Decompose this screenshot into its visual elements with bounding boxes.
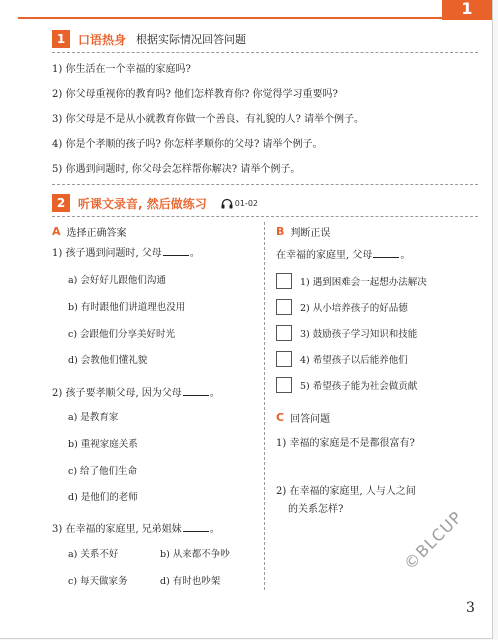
lead-text: 在幸福的家庭里, 父母 [276, 250, 373, 261]
question-text: 3) 在幸福的家庭里, 兄弟姐妹 [52, 524, 182, 535]
divider [52, 216, 478, 217]
choice-option[interactable]: c) 给了他们生命 [68, 466, 138, 477]
part-a-letter: A [52, 224, 61, 238]
choice-option[interactable]: a) 关系不好 [68, 549, 119, 560]
headphones-icon [221, 198, 233, 209]
watermark: ©BLCUP [400, 507, 467, 574]
part-c-title: 回答问题 [290, 413, 331, 425]
choice-option[interactable]: d) 会教他们懂礼貌 [68, 355, 148, 366]
question-text: 1) 孩子遇到问题时, 父母 [52, 248, 162, 259]
answer-checkbox[interactable] [276, 325, 292, 341]
choice-option[interactable]: b) 重视家庭关系 [68, 439, 138, 450]
choice-option[interactable]: a) 是教育家 [68, 412, 119, 423]
question-end: 。 [189, 248, 200, 259]
choice-question [52, 384, 220, 399]
choice-option[interactable]: a) 会好好儿跟他们沟通 [68, 275, 166, 286]
answer-checkbox[interactable] [276, 273, 292, 289]
open-question: 2) 在幸福的家庭里, 人与人之间 [276, 486, 416, 497]
section1-number: 1 [52, 30, 70, 48]
answer-checkbox[interactable] [276, 377, 292, 393]
divider [52, 52, 478, 53]
part-a-header [52, 222, 127, 240]
warmup-question: 5) 你遇到问题时, 你父母会怎样帮你解决? 请举个例子。 [52, 164, 301, 175]
statement-text: 2) 从小培养孩子的好品德 [300, 303, 408, 314]
part-c-header [276, 408, 330, 426]
statement-text: 4) 希望孩子以后能养他们 [300, 355, 408, 366]
part-b-header [276, 222, 330, 240]
choice-option[interactable]: c) 会跟他们分享美好时光 [68, 329, 176, 340]
choice-question [52, 244, 200, 259]
part-c-letter: C [276, 410, 285, 424]
section1-header [52, 28, 246, 50]
true-false-item [276, 273, 427, 289]
statement-text: 3) 鼓励孩子学习知识和技能 [300, 329, 418, 340]
statement-text: 1) 遇到困难会一起想办法解决 [300, 277, 427, 288]
choice-option[interactable]: d) 有时也吵架 [160, 576, 221, 587]
warmup-question: 4) 你是个孝顺的孩子吗? 你怎样孝顺你的父母? 请举个例子。 [52, 139, 323, 150]
choice-option[interactable]: b) 从来都不争吵 [160, 549, 230, 560]
top-rule [18, 17, 442, 19]
true-false-item [276, 377, 417, 393]
section1-subtitle: 根据实际情况回答问题 [136, 33, 247, 46]
answer-blank[interactable] [183, 521, 209, 532]
section2-title: 听课文录音, 然后做练习 [78, 196, 207, 211]
warmup-question: 1) 你生活在一个幸福的家庭吗? [52, 64, 191, 75]
section2-number: 2 [52, 194, 70, 212]
page-tab: 1 [442, 0, 492, 20]
audio-code: 01-02 [234, 198, 258, 208]
choice-option[interactable]: d) 是他们的老师 [68, 492, 138, 503]
page-number: 3 [466, 600, 475, 616]
choice-option[interactable]: b) 有时跟他们讲道理也没用 [68, 302, 186, 313]
question-end: 。 [209, 524, 220, 535]
true-false-item [276, 325, 417, 341]
answer-blank[interactable] [163, 245, 189, 256]
warmup-question: 3) 你父母是不是从小就教育你做一个善良、有礼貌的人? 请举个例子。 [52, 114, 364, 125]
section2-header [52, 192, 258, 214]
answer-checkbox[interactable] [276, 299, 292, 315]
question-text: 2) 孩子要孝顺父母, 因为父母 [52, 388, 182, 399]
answer-checkbox[interactable] [276, 351, 292, 367]
part-a-title: 选择正确答案 [66, 227, 127, 239]
section1-title: 口语热身 [78, 32, 127, 47]
audio-track[interactable] [221, 198, 258, 209]
part-b-letter: B [276, 224, 285, 238]
true-false-item [276, 299, 408, 315]
question-end: 。 [209, 388, 220, 399]
open-question-continued: 的关系怎样? [288, 504, 344, 515]
choice-option[interactable]: c) 每天做家务 [68, 576, 128, 587]
true-false-lead [276, 246, 410, 261]
open-question: 1) 幸福的家庭是不是都很富有? [276, 438, 415, 449]
column-divider [264, 222, 265, 590]
part-b-title: 判断正误 [290, 227, 331, 239]
statement-text: 5) 希望孩子能为社会做贡献 [300, 381, 418, 392]
choice-question [52, 520, 220, 535]
lead-end: 。 [400, 250, 411, 261]
divider [52, 184, 478, 185]
answer-blank[interactable] [183, 385, 209, 396]
true-false-item [276, 351, 408, 367]
warmup-question: 2) 你父母重视你的教育吗? 他们怎样教育你? 你觉得学习重要吗? [52, 89, 338, 100]
lead-blank [373, 247, 399, 258]
